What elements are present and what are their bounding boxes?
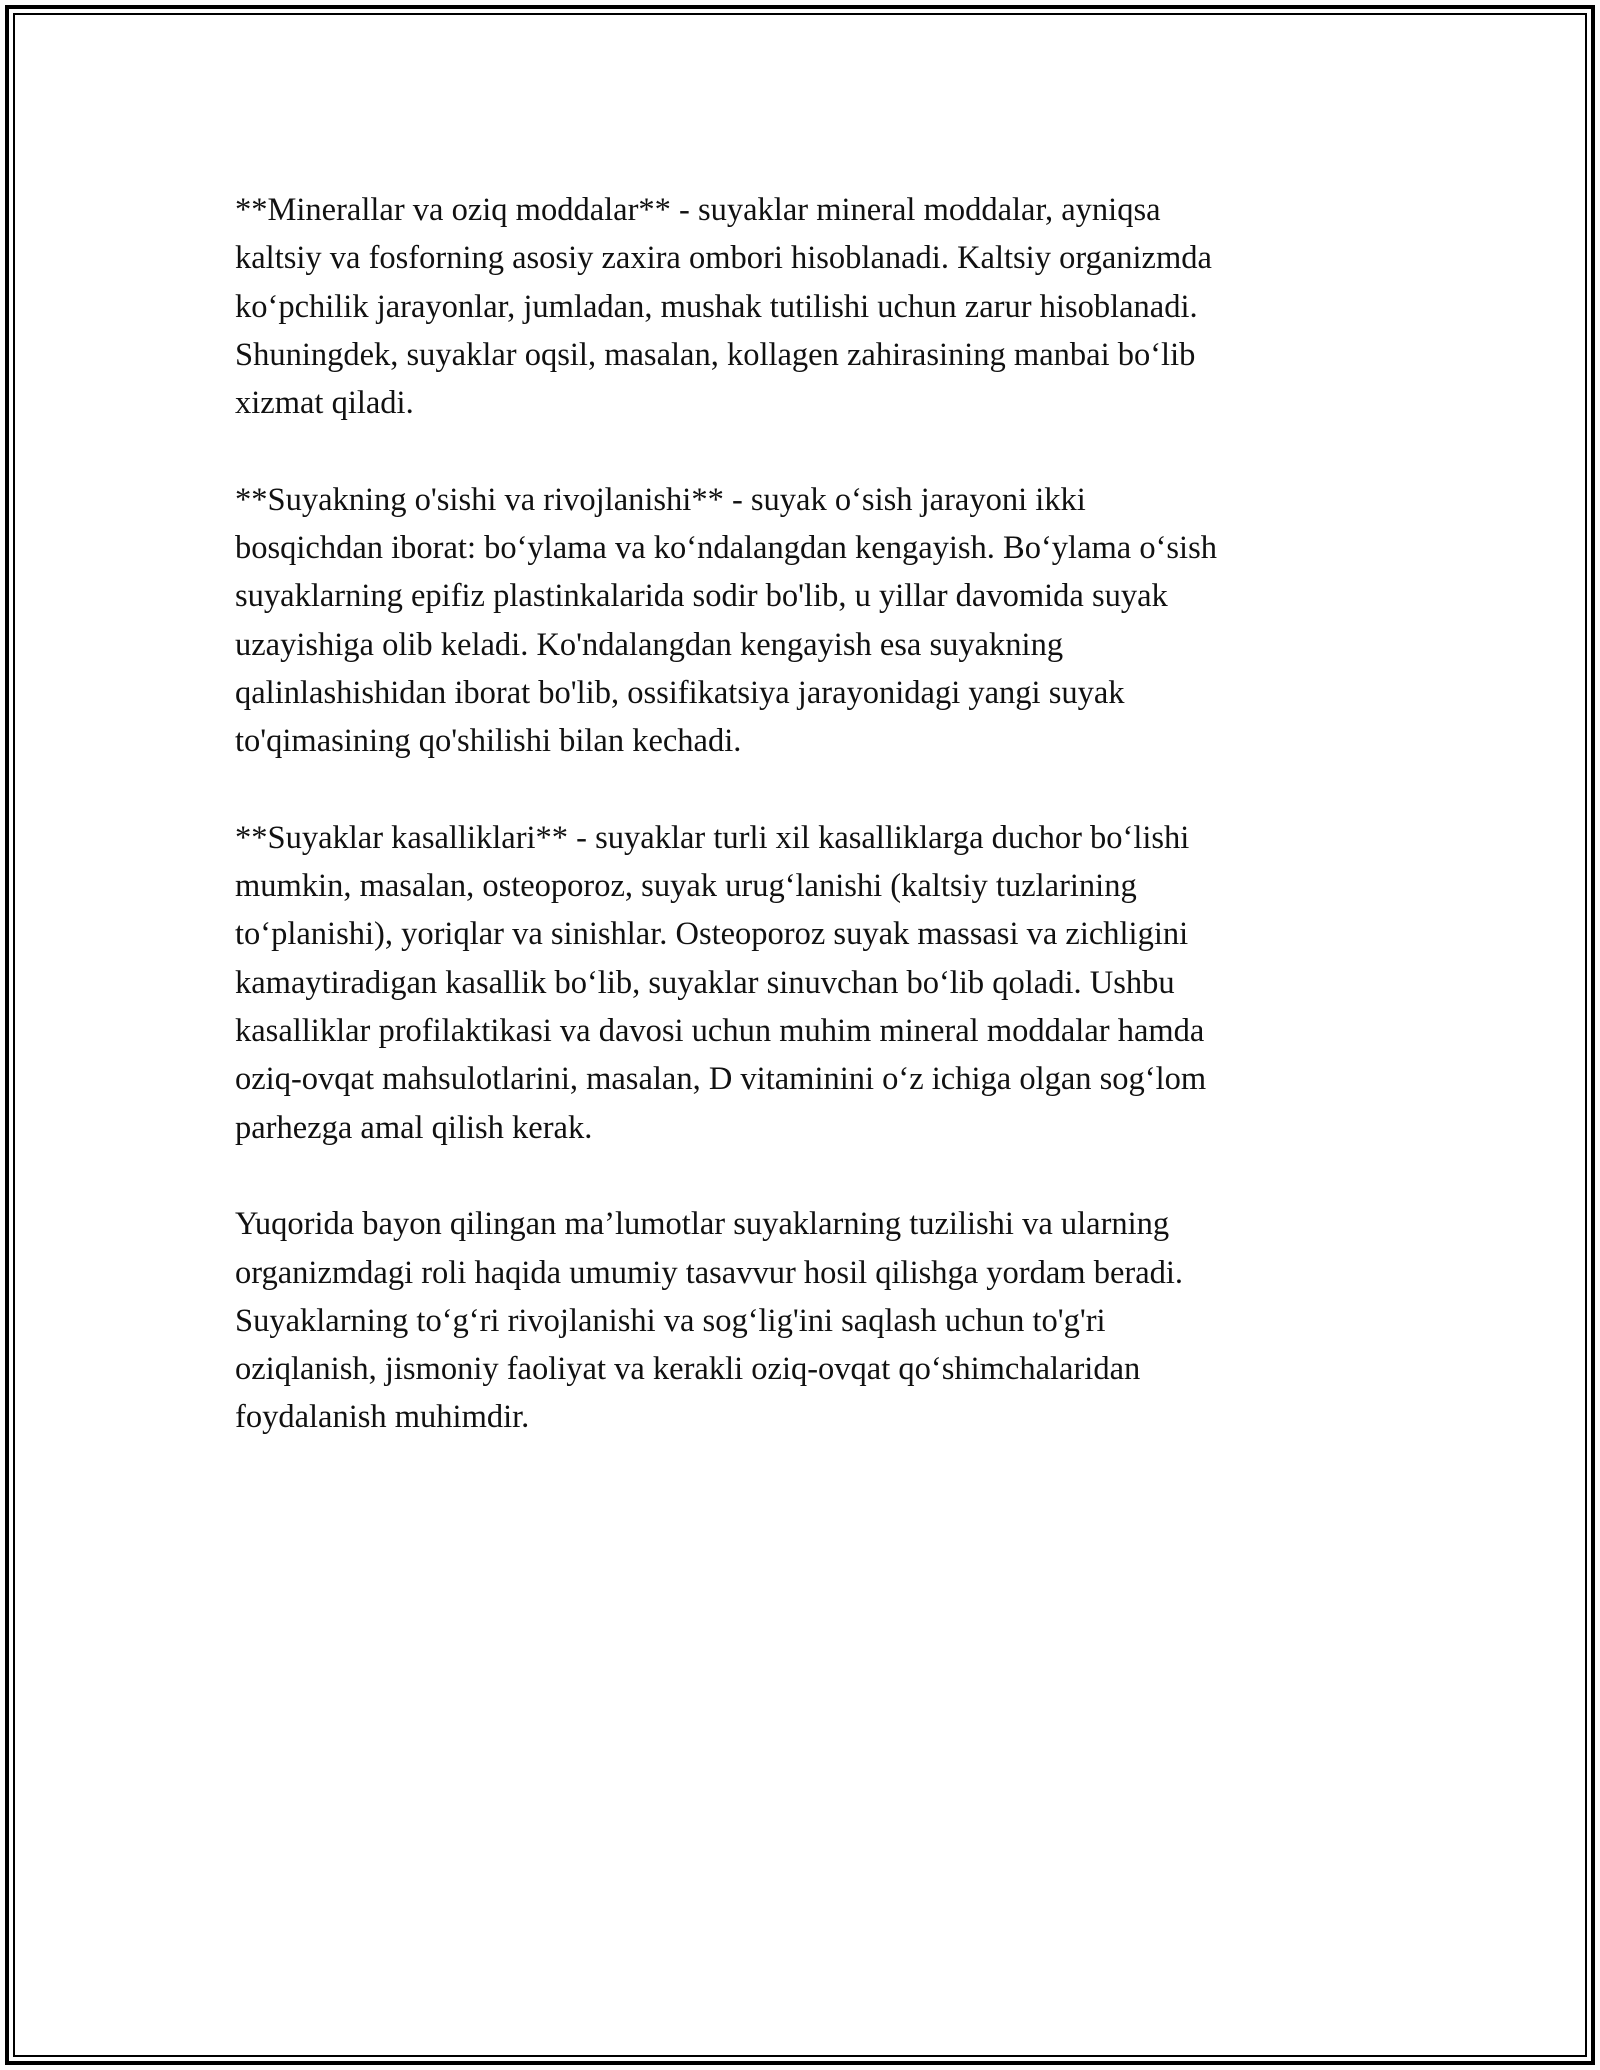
paragraph-bone-growth: **Suyakning o'sishi va rivojlanishi** - suyak o‘sish jarayoni ikki bosqichdan iborat: bo‘ylama va ko‘ndalangdan kengayish. Bo‘ylama o‘sish suyaklarning epifiz plastinkalarida sodir bo'lib, u yillar davomida suyak uzayishiga olib keladi. Ko'ndalangdan kengayish esa suyakning qalinlashishidan iborat bo'lib, ossifikatsiya jarayonidagi yangi suyak to'qimasining qo'shilishi bilan kechadi.	[235, 481, 1217, 760]
paragraph-bone-diseases: **Suyaklar kasalliklari** - suyaklar turli xil kasalliklarga duchor bo‘lishi mumkin, masalan, osteoporoz, suyak urug‘lanishi (kaltsiy tuzlarining to‘planishi), yoriqlar va sinishlar. Osteoporoz suyak massasi va zichligini kamaytiradigan kasallik bo‘lib, suyaklar sinuvchan bo‘lib qoladi. Ushbu kasalliklar profilaktikasi va davosi uchun muhim mineral moddalar hamda oziq-ovqat mahsulotlarini, masalan, D vitaminini o‘z ichiga olgan sog‘lom parhezga amal qilish kerak.	[235, 819, 1207, 1146]
paragraph-conclusion: Yuqorida bayon qilingan ma’lumotlar suyaklarning tuzilishi va ularning organizmdagi roli haqida umumiy tasavvur hosil qilishga yordam beradi. Suyaklarning to‘g‘ri rivojlanishi va sog‘lig'ini saqlash uchun to'g'ri oziqlanish, jismoniy faoliyat va kerakli oziq-ovqat qo‘shimchalaridan foydalanish muhimdir.	[235, 1206, 1184, 1436]
paragraph-minerals: **Minerallar va oziq moddalar** - suyaklar mineral moddalar, ayniqsa kaltsiy va fosforning asosiy zaxira ombori hisoblanadi. Kaltsiy organizmda ko‘pchilik jarayonlar, jumladan, mushak tutilishi uchun zarur hisoblanadi. Shuningdek, suyaklar oqsil, masalan, kollagen zahirasining manbai bo‘lib xizmat qiladi.	[235, 192, 1212, 422]
document-body	[235, 186, 1355, 1490]
